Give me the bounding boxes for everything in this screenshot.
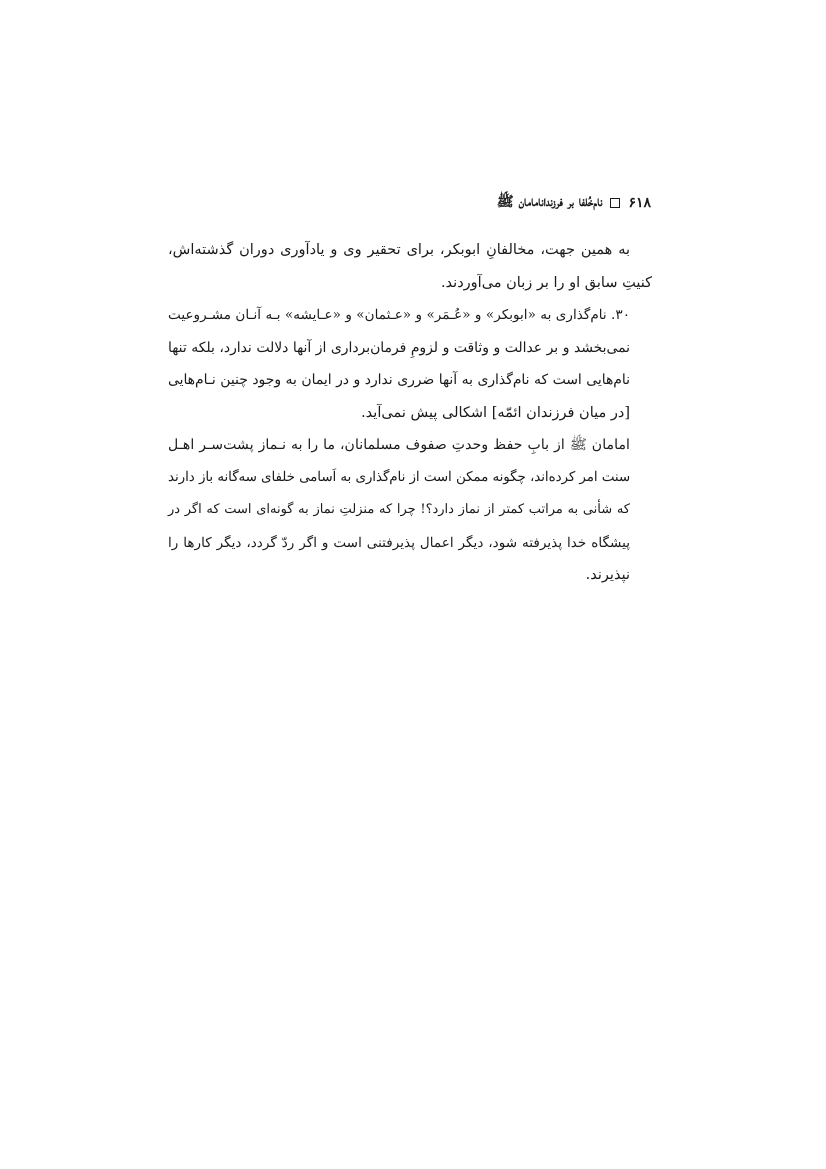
- paragraph: [168, 299, 652, 429]
- text-line: به همین جهت، مخالفانِ ابوبکر، برای تحقیر وی و یادآوری دوران گذشته‌اش،: [168, 242, 631, 258]
- paragraph: [168, 429, 652, 592]
- body-text: [168, 234, 652, 592]
- text-line: سنت امر کرده‌اند، چگونه ممکن است از نام‌گذاری به اَسامی خلفای سه‌گانه باز دارند: [168, 469, 630, 485]
- square-outline-icon: [610, 198, 620, 208]
- text-line: پیشگاه خدا پذیرفته شود، دیگر اعمال پذیرفتنی است و اگر ردّ گردد، دیگر کارها را: [168, 534, 630, 551]
- running-title: نام‌خُلفا بر فرزندانامامان ﷺ: [496, 194, 603, 210]
- text-line: نپذیرند.: [585, 567, 630, 583]
- text-line: ۳۰. نام‌گذاری به «ابوبکر» و «عُـمَر» و «عـثمان» و «عـایشه» بـه آنـان مشـروعیت: [168, 307, 630, 323]
- text-line: [در میان فرزندان ائمّه] اشکالی پیش نمی‌آید.: [361, 404, 630, 421]
- text-line: کنیتِ سابق او را بر زبان می‌آوردند.: [440, 274, 652, 291]
- text-line: نام‌هایی است که نام‌گذاری به آنها ضرری ندارد و در ایمان به وجود چنین نـام‌هایی: [168, 372, 630, 388]
- text-line: که شأنی به مراتب کمتر از نماز دارد؟! چرا که منزلتِ نماز به گونه‌ای است که اگر در: [168, 502, 630, 517]
- text-line: امامان ﷺ از بابِ حفظ وحدتِ صفوف مسلمانان، ما را به نـماز پشت‌سـر اهـل: [168, 437, 630, 453]
- page-number: ۶۱۸: [628, 195, 651, 211]
- running-header: [497, 193, 651, 213]
- text-line: نمی‌بخشد و بر عدالت و وثاقت و لزومِ فرمان‌برداری از آنها دلالت ندارد، بلکه تنها: [168, 339, 630, 356]
- paragraph: [168, 234, 652, 299]
